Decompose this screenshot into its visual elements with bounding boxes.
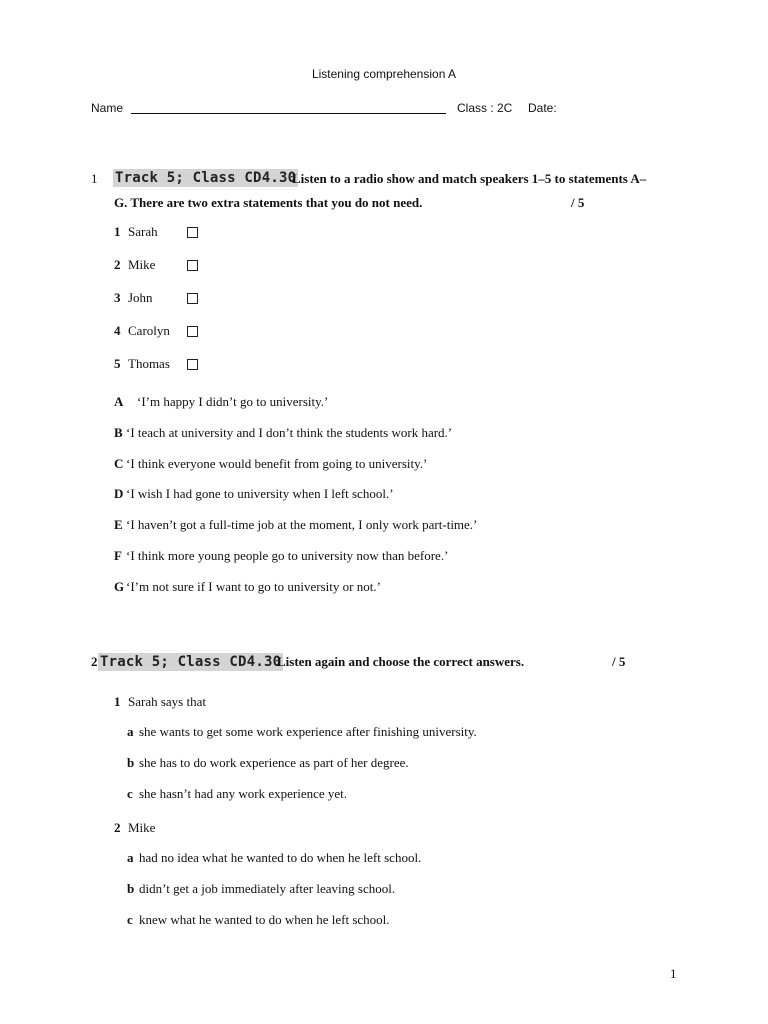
option-letter[interactable]: c [127, 912, 133, 927]
option-letter[interactable]: b [127, 755, 135, 770]
option-text: had no idea what he wanted to do when he left school. [139, 850, 422, 865]
exercise-number: 1 [91, 171, 98, 186]
option-text: didn’t get a job immediately after leaving school. [139, 881, 396, 896]
speaker-number: 5 [114, 356, 121, 371]
statement-letter: G [114, 579, 125, 594]
option-text: she has to do work experience as part of her degree. [139, 755, 409, 770]
speaker-name: Carolyn [128, 323, 170, 338]
exercise-instruction: Listen to a radio show and match speakers 1–5 to statements A– [292, 171, 647, 186]
score-label: / 5 [612, 654, 626, 669]
exercise-instruction-cont: G. There are two extra statements that you do not need. [114, 195, 423, 210]
question-stem: Sarah says that [128, 694, 206, 709]
statement-letter: D [114, 486, 124, 501]
speaker-number: 3 [114, 290, 121, 305]
question-stem: Mike [128, 820, 156, 835]
answer-box[interactable] [187, 260, 198, 271]
exercise-number: 2 [91, 654, 98, 669]
name-label: Name [91, 101, 124, 115]
speaker-number: 2 [114, 257, 121, 272]
statement-text: ‘I teach at university and I don’t think the students work hard.’ [126, 425, 453, 440]
statement-text: ‘I’m happy I didn’t go to university.’ [137, 394, 329, 409]
score-label: / 5 [571, 195, 585, 210]
option-text: she wants to get some work experience after finishing university. [139, 724, 477, 739]
exercise-instruction: Listen again and choose the correct answers. [277, 654, 525, 669]
option-text: knew what he wanted to do when he left school. [139, 912, 390, 927]
speaker-name: Thomas [128, 356, 170, 371]
track-label: Track 5; Class CD4.30 [100, 654, 282, 670]
option-text: she hasn’t had any work experience yet. [139, 786, 348, 801]
class-label: Class : 2C [457, 101, 513, 115]
statement-letter: E [114, 517, 123, 532]
statement-text: ‘I think more young people go to university now than before.’ [126, 548, 449, 563]
page-number: 1 [670, 966, 677, 981]
statement-text: ‘I think everyone would benefit from going to university.’ [126, 456, 428, 471]
statement-letter: B [114, 425, 123, 440]
speaker-number: 4 [114, 323, 121, 338]
option-letter[interactable]: c [127, 786, 133, 801]
option-letter[interactable]: b [127, 881, 135, 896]
track-label: Track 5; Class CD4.30 [115, 170, 297, 186]
speaker-name: Mike [128, 257, 156, 272]
option-letter[interactable]: a [127, 724, 134, 739]
page-title: Listening comprehension A [311, 67, 457, 81]
question-number: 2 [114, 820, 121, 835]
statement-text: ‘I wish I had gone to university when I left school.’ [126, 486, 394, 501]
answer-box[interactable] [187, 326, 198, 337]
name-field[interactable] [131, 101, 446, 114]
statement-text: ‘I haven’t got a full-time job at the moment, I only work part-time.’ [126, 517, 478, 532]
option-letter[interactable]: a [127, 850, 134, 865]
statement-letter: C [114, 456, 124, 471]
statement-text: ‘I’m not sure if I want to go to university or not.’ [126, 579, 381, 594]
question-number: 1 [114, 694, 121, 709]
speaker-number: 1 [114, 224, 121, 239]
answer-box[interactable] [187, 359, 198, 370]
statement-letter: F [114, 548, 122, 563]
speaker-name: Sarah [128, 224, 158, 239]
speaker-name: John [128, 290, 153, 305]
answer-box[interactable] [187, 227, 198, 238]
answer-box[interactable] [187, 293, 198, 304]
statement-letter: A [114, 394, 124, 409]
date-label: Date: [528, 101, 557, 115]
